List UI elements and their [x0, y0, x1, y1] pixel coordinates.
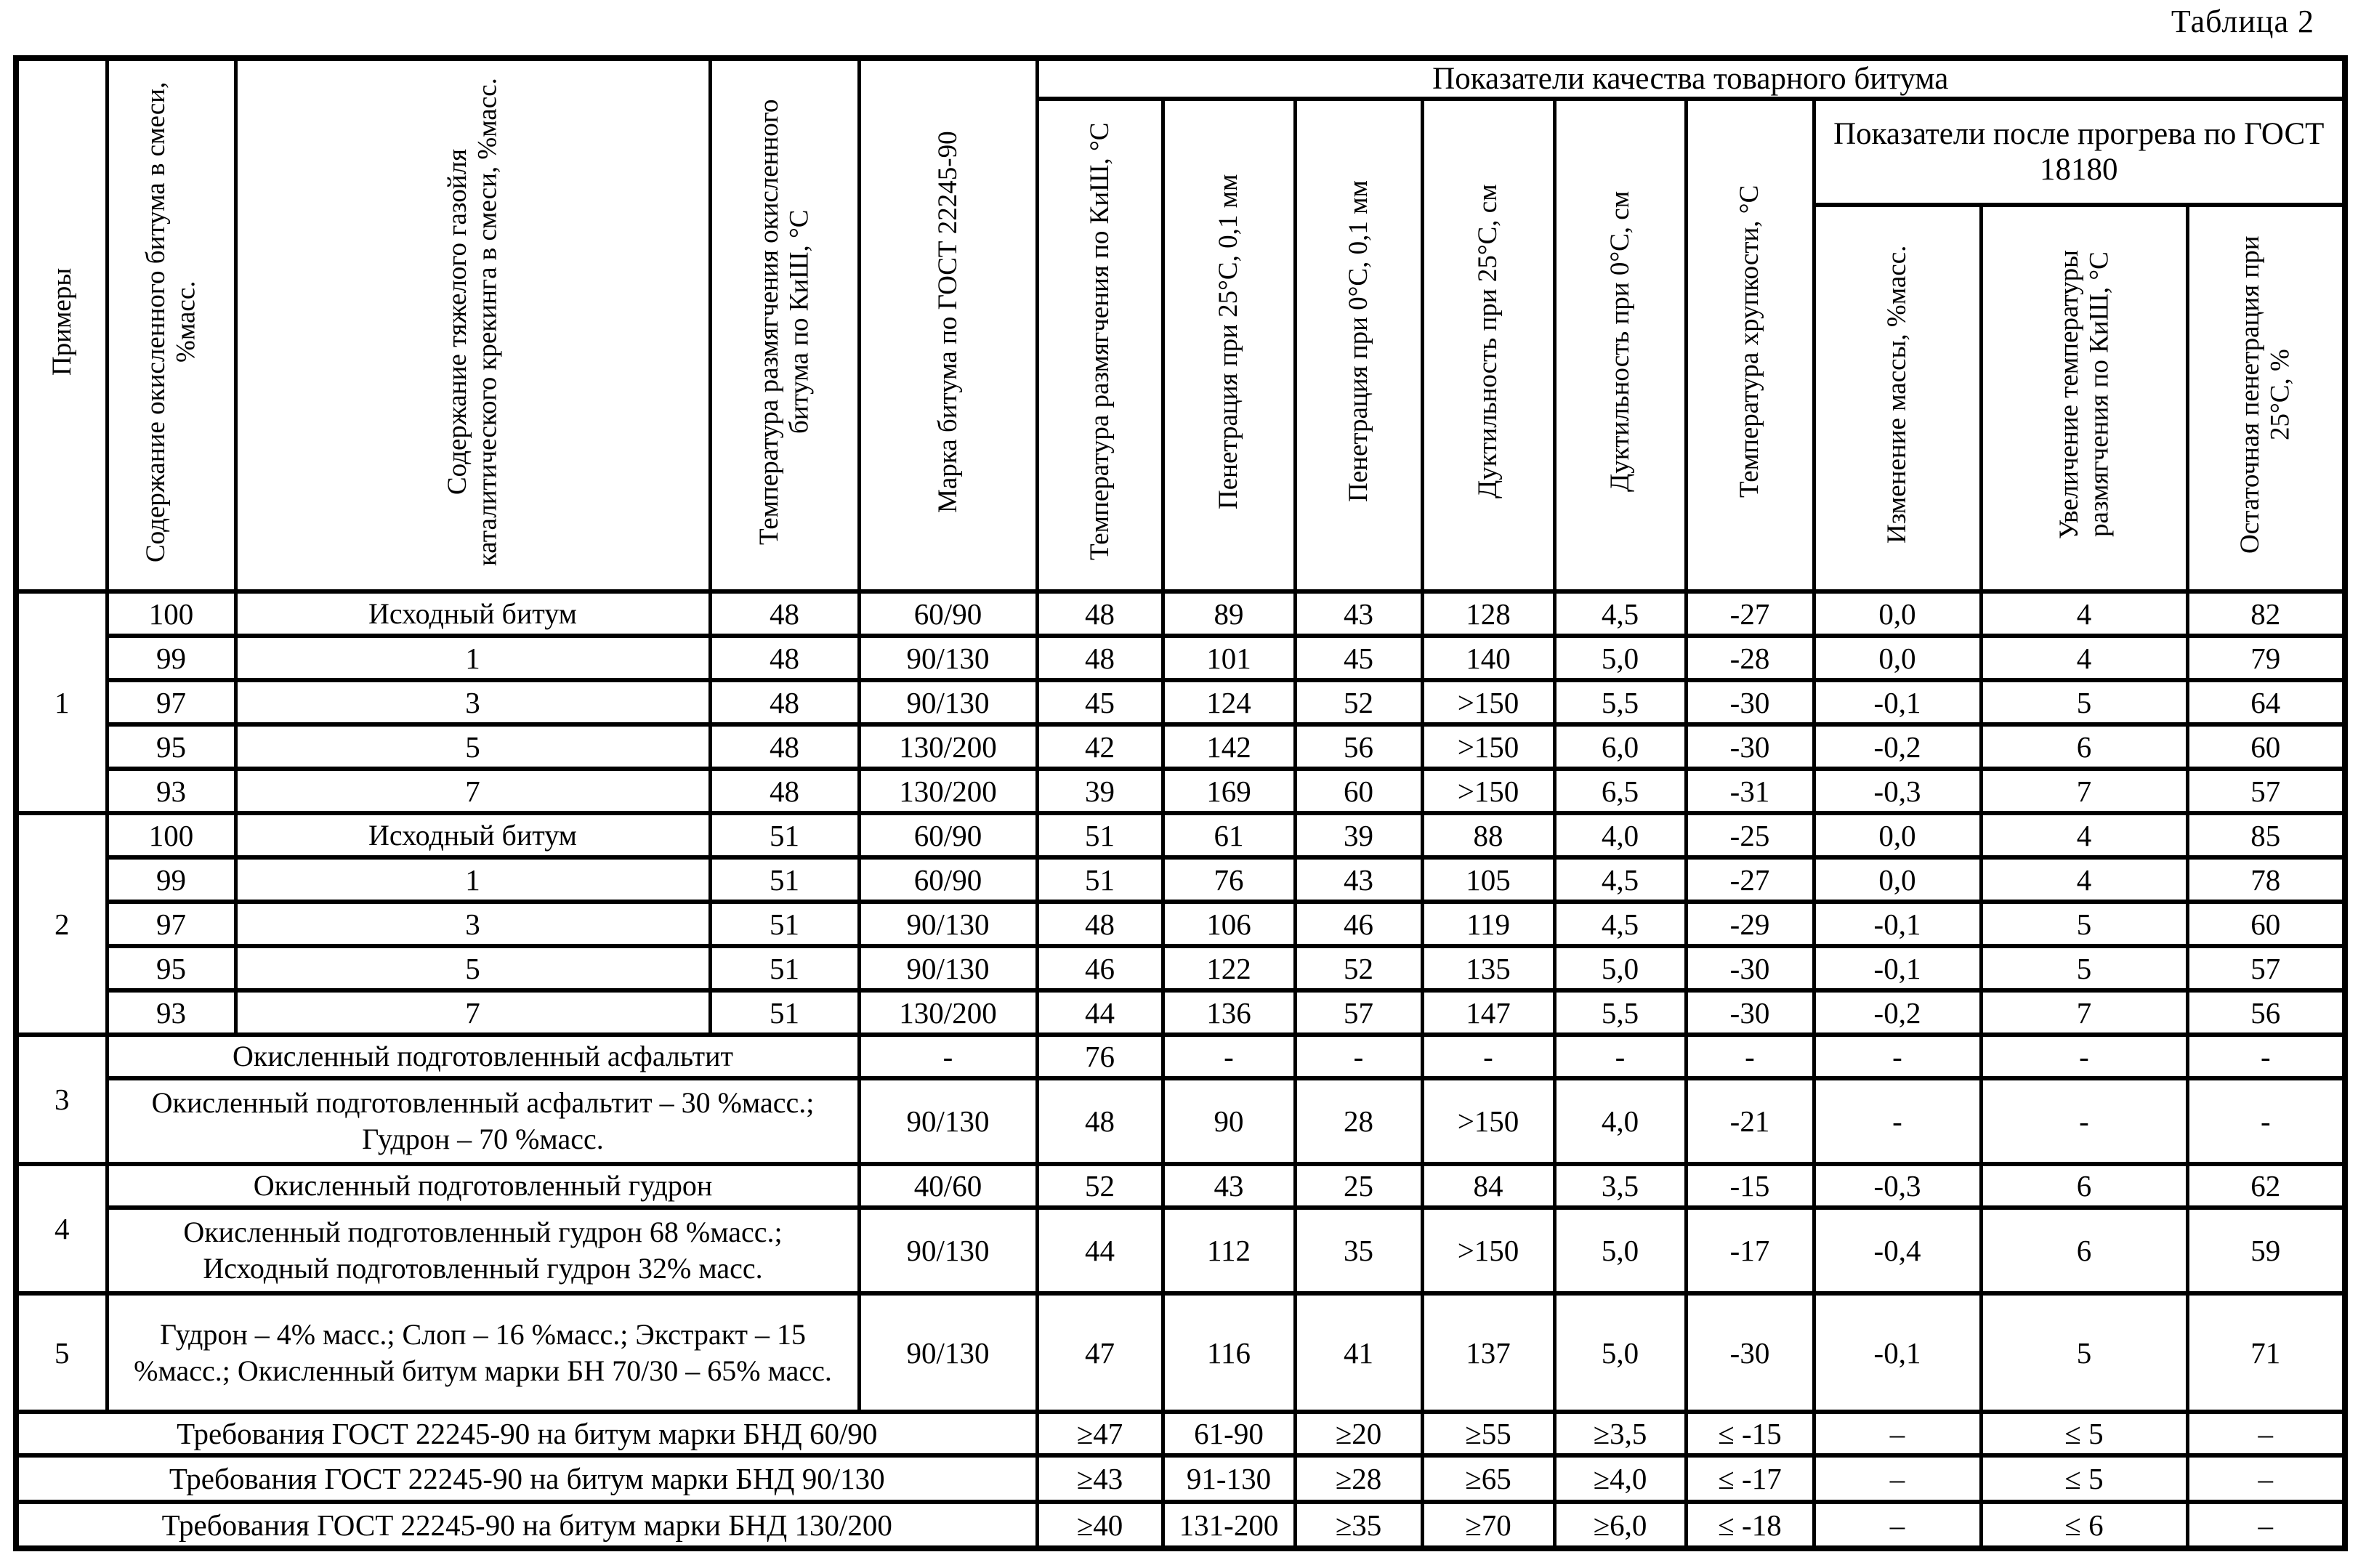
data-cell: 5,5	[1554, 990, 1686, 1035]
data-cell: 5,0	[1554, 636, 1686, 680]
data-cell: 61-90	[1163, 1412, 1295, 1455]
table-row	[16, 769, 2345, 813]
example-number: 1	[16, 591, 107, 813]
data-cell: >150	[1422, 680, 1554, 724]
data-cell: 62	[2187, 1164, 2345, 1208]
data-cell: 106	[1163, 902, 1295, 946]
data-cell: 90/130	[859, 946, 1037, 990]
data-cell: 39	[1295, 813, 1422, 857]
data-cell: 3	[235, 902, 710, 946]
data-cell: -	[1554, 1035, 1686, 1078]
requirement-label: Требования ГОСТ 22245-90 на битум марки БНД 90/130	[16, 1455, 1037, 1502]
table-row	[16, 946, 2345, 990]
example-number: 2	[16, 813, 107, 1035]
data-cell: –	[2187, 1502, 2345, 1548]
data-cell: -0,1	[1814, 1293, 1981, 1412]
data-cell: 90/130	[859, 636, 1037, 680]
data-cell: 60	[2187, 724, 2345, 769]
example-number: 5	[16, 1293, 107, 1412]
header-penetration-25	[1163, 99, 1295, 591]
data-cell: 42	[1037, 724, 1163, 769]
header-ductility-25	[1422, 99, 1554, 591]
data-cell: 48	[1037, 636, 1163, 680]
data-cell: 61	[1163, 813, 1295, 857]
header-heavy-gasoil-content	[235, 58, 710, 591]
data-cell: 5	[1981, 680, 2187, 724]
data-cell: 122	[1163, 946, 1295, 990]
data-cell: 130/200	[859, 990, 1037, 1035]
table-row	[16, 1208, 2345, 1293]
data-cell: -	[2187, 1078, 2345, 1164]
data-cell: 57	[2187, 769, 2345, 813]
data-cell: 91-130	[1163, 1455, 1295, 1502]
data-cell: 43	[1295, 591, 1422, 636]
data-cell: 131-200	[1163, 1502, 1295, 1548]
requirement-label: Требования ГОСТ 22245-90 на битум марки БНД 60/90	[16, 1412, 1037, 1455]
data-cell: 99	[107, 857, 235, 902]
data-cell: 46	[1295, 902, 1422, 946]
data-cell: 43	[1295, 857, 1422, 902]
data-cell: 60/90	[859, 857, 1037, 902]
data-cell: 35	[1295, 1208, 1422, 1293]
header-residual-penetration	[2187, 205, 2345, 591]
data-cell: 46	[1037, 946, 1163, 990]
data-cell: 48	[710, 724, 859, 769]
header-softening-temp-oxidized-label: Температура размягчения окисленного битума по КиШ, °С	[754, 98, 815, 545]
data-cell: 4	[1981, 813, 2187, 857]
header-penetration-0	[1295, 99, 1422, 591]
header-ductility-25-label: Дуктильность при 25°С, см	[1473, 184, 1503, 499]
data-cell: 84	[1422, 1164, 1554, 1208]
mixture-label: Окисленный подготовленный гудрон	[107, 1164, 859, 1208]
data-cell: ≥4,0	[1554, 1455, 1686, 1502]
data-cell: -0,2	[1814, 724, 1981, 769]
header-mass-change-label: Изменение массы, %масс.	[1882, 245, 1913, 544]
table-row	[16, 680, 2345, 724]
data-cell: 6	[1981, 724, 2187, 769]
data-cell: 95	[107, 946, 235, 990]
data-cell: 88	[1422, 813, 1554, 857]
table-row	[16, 636, 2345, 680]
data-cell: 56	[2187, 990, 2345, 1035]
data-cell: -0,1	[1814, 946, 1981, 990]
data-cell: 82	[2187, 591, 2345, 636]
data-cell: 51	[710, 902, 859, 946]
header-residual-penetration-label: Остаточная пенетрация при 25°С, %	[2235, 235, 2296, 554]
data-cell: 60	[1295, 769, 1422, 813]
header-softening-temp-kish	[1037, 99, 1163, 591]
data-cell: 4	[1981, 857, 2187, 902]
table-caption: Таблица 2	[2171, 4, 2314, 39]
header-examples	[16, 58, 107, 591]
table-header	[16, 58, 2345, 591]
table-body	[16, 591, 2345, 1548]
data-cell: 93	[107, 990, 235, 1035]
data-cell: 95	[107, 724, 235, 769]
data-cell: 52	[1037, 1164, 1163, 1208]
header-softening-temp-oxidized	[710, 58, 859, 591]
data-cell: -0,4	[1814, 1208, 1981, 1293]
data-cell: 6	[1981, 1208, 2187, 1293]
data-cell: 48	[1037, 1078, 1163, 1164]
data-cell: 56	[1295, 724, 1422, 769]
data-cell: -25	[1686, 813, 1814, 857]
data-cell: 44	[1037, 990, 1163, 1035]
data-cell: 147	[1422, 990, 1554, 1035]
data-cell: -0,1	[1814, 902, 1981, 946]
data-cell: 85	[2187, 813, 2345, 857]
data-cell: 4	[1981, 636, 2187, 680]
data-cell: 64	[2187, 680, 2345, 724]
data-cell: 90/130	[859, 680, 1037, 724]
data-cell: ≥6,0	[1554, 1502, 1686, 1548]
data-cell: 4,5	[1554, 857, 1686, 902]
data-cell: 51	[710, 990, 859, 1035]
data-cell: -0,1	[1814, 680, 1981, 724]
data-cell: 101	[1163, 636, 1295, 680]
data-cell: 90/130	[859, 1078, 1037, 1164]
requirement-label: Требования ГОСТ 22245-90 на битум марки БНД 130/200	[16, 1502, 1037, 1548]
data-cell: –	[1814, 1502, 1981, 1548]
data-cell: 44	[1037, 1208, 1163, 1293]
table-row	[16, 990, 2345, 1035]
data-cell: ≥55	[1422, 1412, 1554, 1455]
data-cell: 7	[235, 769, 710, 813]
data-cell: 99	[107, 636, 235, 680]
data-cell: 76	[1163, 857, 1295, 902]
data-cell: -31	[1686, 769, 1814, 813]
header-softening-increase-label: Увеличение температуры размягчения по КиШ, °С	[2054, 250, 2114, 540]
table-row	[16, 724, 2345, 769]
header-penetration-0-label: Пенетрация при 0°С, 0,1 мм	[1343, 180, 1373, 503]
data-cell: -15	[1686, 1164, 1814, 1208]
data-cell: 78	[2187, 857, 2345, 902]
data-cell: -30	[1686, 680, 1814, 724]
data-cell: 51	[710, 946, 859, 990]
data-cell: 57	[2187, 946, 2345, 990]
header-bitumen-grade-label: Марка битума по ГОСТ 22245-90	[932, 130, 963, 513]
data-cell: ≥70	[1422, 1502, 1554, 1548]
data-cell: 48	[710, 591, 859, 636]
example-number: 4	[16, 1164, 107, 1293]
data-cell: -	[1981, 1035, 2187, 1078]
data-cell: 7	[1981, 990, 2187, 1035]
data-cell: 90/130	[859, 902, 1037, 946]
data-cell: 137	[1422, 1293, 1554, 1412]
data-cell: 76	[1037, 1035, 1163, 1078]
data-cell: -30	[1686, 946, 1814, 990]
data-cell: 124	[1163, 680, 1295, 724]
bitumen-quality-table	[13, 55, 2348, 1551]
data-cell: ≤ 5	[1981, 1455, 2187, 1502]
data-cell: 5,0	[1554, 1293, 1686, 1412]
data-cell: 6	[1981, 1164, 2187, 1208]
data-cell: 4,0	[1554, 813, 1686, 857]
data-cell: 112	[1163, 1208, 1295, 1293]
data-cell: 7	[235, 990, 710, 1035]
data-cell: 57	[1295, 990, 1422, 1035]
data-cell: ≤ -17	[1686, 1455, 1814, 1502]
data-cell: 41	[1295, 1293, 1422, 1412]
data-cell: 0,0	[1814, 636, 1981, 680]
data-cell: 48	[710, 636, 859, 680]
data-cell: ≥3,5	[1554, 1412, 1686, 1455]
data-cell: 3,5	[1554, 1164, 1686, 1208]
table-row	[16, 1035, 2345, 1078]
data-cell: 89	[1163, 591, 1295, 636]
data-cell: 28	[1295, 1078, 1422, 1164]
data-cell: 71	[2187, 1293, 2345, 1412]
mixture-label: Окисленный подготовленный асфальтит – 30 %масс.; Гудрон – 70 %масс.	[107, 1078, 859, 1164]
data-cell: -	[1163, 1035, 1295, 1078]
data-cell: 5,5	[1554, 680, 1686, 724]
data-cell: 60	[2187, 902, 2345, 946]
data-cell: -30	[1686, 990, 1814, 1035]
data-cell: -	[1422, 1035, 1554, 1078]
data-cell: 90/130	[859, 1208, 1037, 1293]
data-cell: 6,5	[1554, 769, 1686, 813]
data-cell: 128	[1422, 591, 1554, 636]
data-cell: >150	[1422, 1078, 1554, 1164]
mixture-label: Окисленный подготовленный асфальтит	[107, 1035, 859, 1078]
data-cell: -	[859, 1035, 1037, 1078]
data-cell: -0,2	[1814, 990, 1981, 1035]
data-cell: 25	[1295, 1164, 1422, 1208]
data-cell: -27	[1686, 591, 1814, 636]
data-cell: ≥35	[1295, 1502, 1422, 1548]
data-cell: 0,0	[1814, 857, 1981, 902]
data-cell: 97	[107, 902, 235, 946]
data-cell: 60/90	[859, 591, 1037, 636]
data-cell: 5	[235, 946, 710, 990]
data-cell: 52	[1295, 680, 1422, 724]
data-cell: 0,0	[1814, 591, 1981, 636]
header-examples-label: Примеры	[47, 267, 77, 376]
data-cell: -29	[1686, 902, 1814, 946]
data-cell: 5,0	[1554, 946, 1686, 990]
data-cell: 48	[1037, 591, 1163, 636]
table-row	[16, 813, 2345, 857]
data-cell: -0,3	[1814, 1164, 1981, 1208]
data-cell: -17	[1686, 1208, 1814, 1293]
data-cell: ≥40	[1037, 1502, 1163, 1548]
data-cell: 90	[1163, 1078, 1295, 1164]
data-cell: >150	[1422, 1208, 1554, 1293]
data-cell: 4,5	[1554, 591, 1686, 636]
header-brittleness-temp-label: Температура хрупкости, °С	[1735, 185, 1765, 498]
data-cell: –	[1814, 1455, 1981, 1502]
data-cell: 140	[1422, 636, 1554, 680]
data-cell: 135	[1422, 946, 1554, 990]
data-cell: 51	[710, 857, 859, 902]
data-cell: ≤ 5	[1981, 1412, 2187, 1455]
header-ductility-0	[1554, 99, 1686, 591]
data-cell: 5	[235, 724, 710, 769]
mixture-label: Окисленный подготовленный гудрон 68 %масс.; Исходный подготовленный гудрон 32% масс.	[107, 1208, 859, 1293]
data-cell: 142	[1163, 724, 1295, 769]
mixture-label: Исходный битум	[235, 813, 710, 857]
header-softening-temp-kish-label: Температура размягчения по КиШ, °С	[1084, 122, 1115, 561]
table-row	[16, 1412, 2345, 1455]
data-cell: 136	[1163, 990, 1295, 1035]
data-cell: 130/200	[859, 769, 1037, 813]
data-cell: 90/130	[859, 1293, 1037, 1412]
data-cell: -30	[1686, 724, 1814, 769]
header-oxidized-bitumen-content	[107, 58, 235, 591]
data-cell: 93	[107, 769, 235, 813]
header-heavy-gasoil-content-label: Содержание тяжелого газойля каталитического крекинга в смеси, %масс.	[443, 77, 503, 566]
data-cell: -	[1814, 1078, 1981, 1164]
table-row	[16, 591, 2345, 636]
data-cell: 5	[1981, 1293, 2187, 1412]
data-cell: 169	[1163, 769, 1295, 813]
data-cell: ≥65	[1422, 1455, 1554, 1502]
data-cell: 105	[1422, 857, 1554, 902]
data-cell: 0,0	[1814, 813, 1981, 857]
data-cell: 5,0	[1554, 1208, 1686, 1293]
data-cell: 3	[235, 680, 710, 724]
table-row	[16, 1078, 2345, 1164]
data-cell: ≤ -18	[1686, 1502, 1814, 1548]
data-cell: ≥43	[1037, 1455, 1163, 1502]
data-cell: 4,0	[1554, 1078, 1686, 1164]
data-cell: 45	[1037, 680, 1163, 724]
data-cell: -	[1981, 1078, 2187, 1164]
data-cell: -	[1295, 1035, 1422, 1078]
table-row	[16, 857, 2345, 902]
data-cell: –	[1814, 1412, 1981, 1455]
data-cell: 1	[235, 857, 710, 902]
table-row	[16, 1164, 2345, 1208]
data-cell: 47	[1037, 1293, 1163, 1412]
data-cell: >150	[1422, 769, 1554, 813]
data-cell: 39	[1037, 769, 1163, 813]
header-brittleness-temp	[1686, 99, 1814, 591]
header-softening-increase	[1981, 205, 2187, 591]
header-bitumen-grade	[859, 58, 1037, 591]
data-cell: 4	[1981, 591, 2187, 636]
mixture-label: Исходный битум	[235, 591, 710, 636]
data-cell: -0,3	[1814, 769, 1981, 813]
data-cell: 51	[710, 813, 859, 857]
data-cell: ≤ -15	[1686, 1412, 1814, 1455]
header-row-top	[16, 58, 2345, 99]
table-row	[16, 902, 2345, 946]
data-cell: ≤ 6	[1981, 1502, 2187, 1548]
data-cell: 52	[1295, 946, 1422, 990]
data-cell: 5	[1981, 902, 2187, 946]
data-cell: 60/90	[859, 813, 1037, 857]
table-row	[16, 1455, 2345, 1502]
header-mass-change	[1814, 205, 1981, 591]
data-cell: 97	[107, 680, 235, 724]
data-cell: –	[2187, 1412, 2345, 1455]
data-cell: 1	[235, 636, 710, 680]
data-cell: –	[2187, 1455, 2345, 1502]
data-cell: 6,0	[1554, 724, 1686, 769]
data-cell: 51	[1037, 813, 1163, 857]
data-cell: 130/200	[859, 724, 1037, 769]
data-cell: 59	[2187, 1208, 2345, 1293]
table-row	[16, 1293, 2345, 1412]
data-cell: 48	[1037, 902, 1163, 946]
data-cell: 7	[1981, 769, 2187, 813]
data-cell: -	[1686, 1035, 1814, 1078]
header-quality-group: Показатели качества товарного битума	[1037, 58, 2345, 99]
data-cell: 43	[1163, 1164, 1295, 1208]
data-cell: -	[2187, 1035, 2345, 1078]
data-cell: -30	[1686, 1293, 1814, 1412]
example-number: 3	[16, 1035, 107, 1164]
data-cell: 119	[1422, 902, 1554, 946]
data-cell: 40/60	[859, 1164, 1037, 1208]
data-cell: 45	[1295, 636, 1422, 680]
data-cell: 79	[2187, 636, 2345, 680]
data-cell: ≥28	[1295, 1455, 1422, 1502]
mixture-label: Гудрон – 4% масс.; Слоп – 16 %масс.; Экстракт – 15 %масс.; Окисленный битум марки БН 70/30 – 65% масс.	[107, 1293, 859, 1412]
data-cell: 48	[710, 769, 859, 813]
data-cell: ≥20	[1295, 1412, 1422, 1455]
data-cell: -28	[1686, 636, 1814, 680]
data-cell: -27	[1686, 857, 1814, 902]
data-cell: 100	[107, 591, 235, 636]
data-cell: 100	[107, 813, 235, 857]
data-cell: -	[1814, 1035, 1981, 1078]
data-cell: ≥47	[1037, 1412, 1163, 1455]
data-cell: 116	[1163, 1293, 1295, 1412]
data-cell: 48	[710, 680, 859, 724]
data-cell: 4,5	[1554, 902, 1686, 946]
data-cell: -21	[1686, 1078, 1814, 1164]
header-penetration-25-label: Пенетрация при 25°С, 0,1 мм	[1214, 174, 1244, 509]
data-cell: 5	[1981, 946, 2187, 990]
header-oxidized-bitumen-content-label: Содержание окисленного битума в смеси, %масс.	[141, 81, 201, 562]
table-row	[16, 1502, 2345, 1548]
header-after-heating-group: Показатели после прогрева по ГОСТ 18180	[1814, 99, 2345, 205]
data-cell: >150	[1422, 724, 1554, 769]
data-cell: 51	[1037, 857, 1163, 902]
header-ductility-0-label: Дуктильность при 0°С, см	[1604, 190, 1635, 493]
